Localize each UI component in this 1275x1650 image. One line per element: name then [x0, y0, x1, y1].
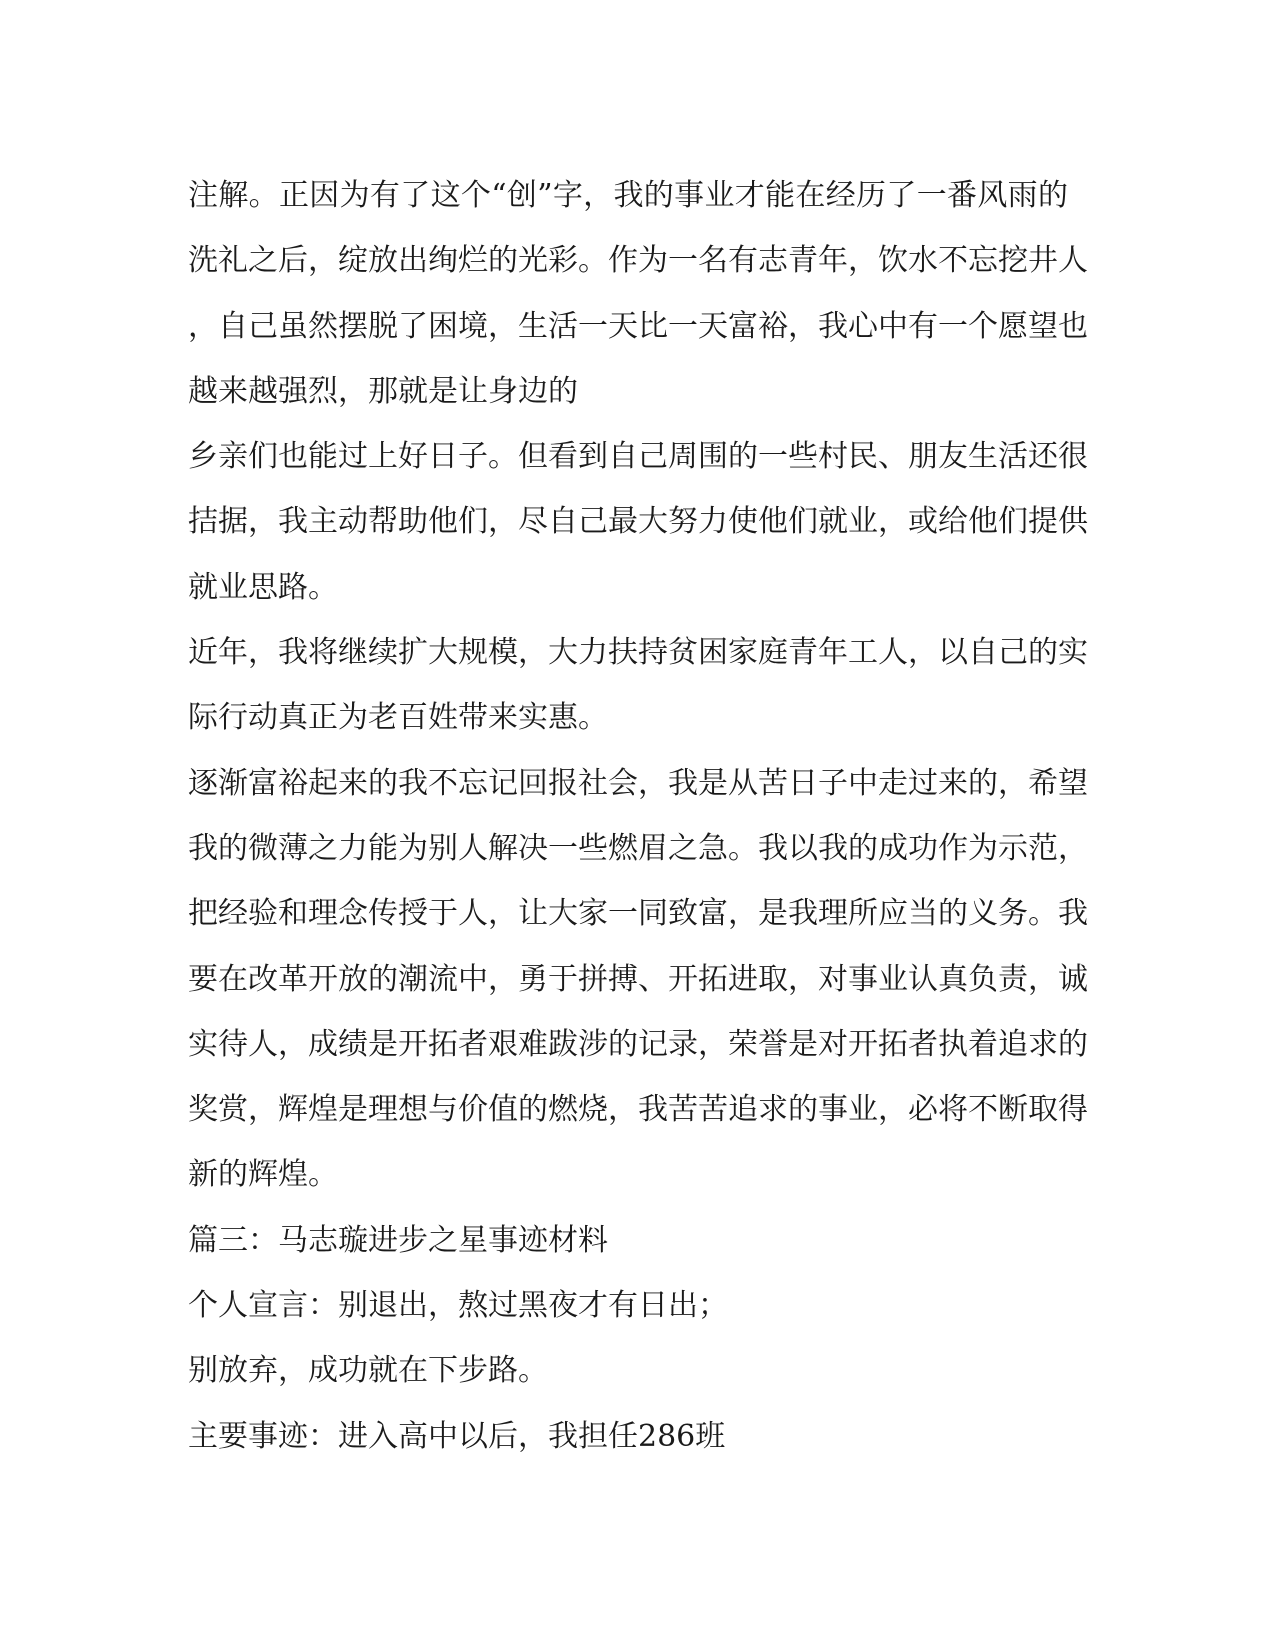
- text-line: 我的微薄之力能为别人解决一些燃眉之急。我以我的成功作为示范，: [188, 830, 1088, 866]
- text-line: 新的辉煌。: [188, 1157, 338, 1193]
- text-line: 把经验和理念传授于人，让大家一同致富，是我理所应当的义务。我: [188, 896, 1088, 932]
- text-line: ，自己虽然摆脱了困境，生活一天比一天富裕，我心中有一个愿望也: [188, 308, 1088, 344]
- text-line: 实待人，成绩是开拓者艰难跋涉的记录，荣誉是对开拓者执着追求的: [188, 1026, 1088, 1062]
- text-line: 就业思路。: [188, 569, 338, 605]
- text-line: 别放弃，成功就在下步路。: [188, 1353, 548, 1389]
- section-heading: 篇三：马志璇进步之星事迹材料: [188, 1222, 608, 1258]
- text-line: 奖赏，辉煌是理想与价值的燃烧，我苦苦追求的事业，必将不断取得: [188, 1092, 1088, 1128]
- text-line: 逐渐富裕起来的我不忘记回报社会，我是从苦日子中走过来的，希望: [188, 765, 1088, 801]
- text-line: 拮据，我主动帮助他们，尽自己最大努力使他们就业，或给他们提供: [188, 504, 1088, 540]
- text-line: 主要事迹：进入高中以后，我担任286班: [188, 1418, 726, 1454]
- text-line: 个人宣言：别退出，熬过黑夜才有日出；: [188, 1288, 728, 1324]
- text-line: 乡亲们也能过上好日子。但看到自己周围的一些村民、朋友生活还很: [188, 439, 1088, 475]
- text-line: 近年，我将继续扩大规模，大力扶持贫困家庭青年工人，以自己的实: [188, 635, 1088, 671]
- document-body: [188, 163, 1088, 1469]
- text-line: 注解。正因为有了这个“创”字，我的事业才能在经历了一番风雨的: [188, 178, 1068, 213]
- text-line: 要在改革开放的潮流中，勇于拼搏、开拓进取，对事业认真负责，诚: [188, 961, 1088, 997]
- text-line: 际行动真正为老百姓带来实惠。: [188, 700, 608, 736]
- text-line: 洗礼之后，绽放出绚烂的光彩。作为一名有志青年，饮水不忘挖井人: [188, 243, 1088, 279]
- text-line: 越来越强烈，那就是让身边的: [188, 373, 578, 409]
